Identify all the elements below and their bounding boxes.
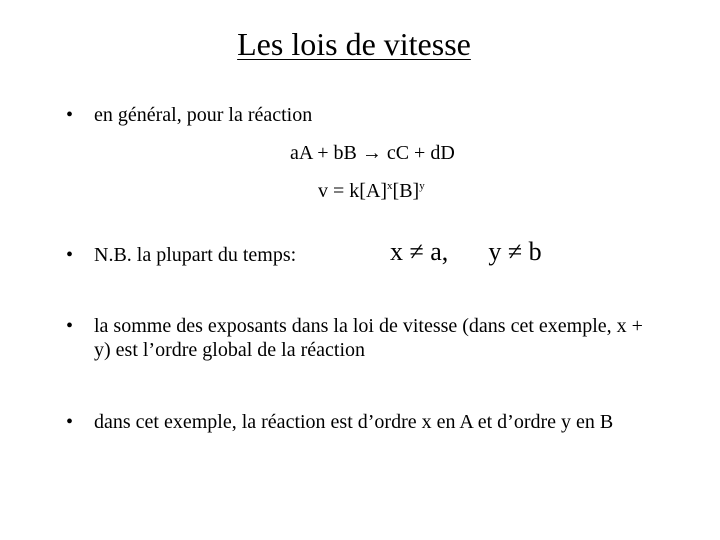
exponent-y: y	[419, 180, 425, 192]
rate-law-b-term: [B]	[392, 180, 420, 202]
bullet-text: en général, pour la réaction	[94, 104, 313, 126]
inequality-y-b: y ≠ b	[488, 237, 542, 266]
bullet-dot: •	[66, 244, 74, 266]
bullet-text: dans cet exemple, la réaction est d’ordre x en A et d’ordre y en B	[94, 411, 614, 433]
exponent-x: x	[387, 180, 393, 192]
bullet-text: la somme des exposants dans la loi de vitesse (dans cet exemple, x + y) est l’ordre global de la réaction	[94, 315, 643, 361]
bullet-dot: •	[66, 411, 74, 433]
bullet-dot: •	[66, 315, 74, 337]
reaction-equation: aA + bB → cC + dD	[290, 142, 455, 164]
slide-title: Les lois de vitesse	[237, 26, 471, 62]
rate-law-equation	[318, 179, 425, 206]
inequality-x-a: x ≠ a,	[390, 237, 449, 266]
bullet-text: N.B. la plupart du temps:	[94, 244, 297, 266]
rate-law-base: v = k[A]	[318, 180, 388, 202]
bullet-dot: •	[66, 104, 74, 126]
nb-inequalities	[390, 236, 542, 268]
